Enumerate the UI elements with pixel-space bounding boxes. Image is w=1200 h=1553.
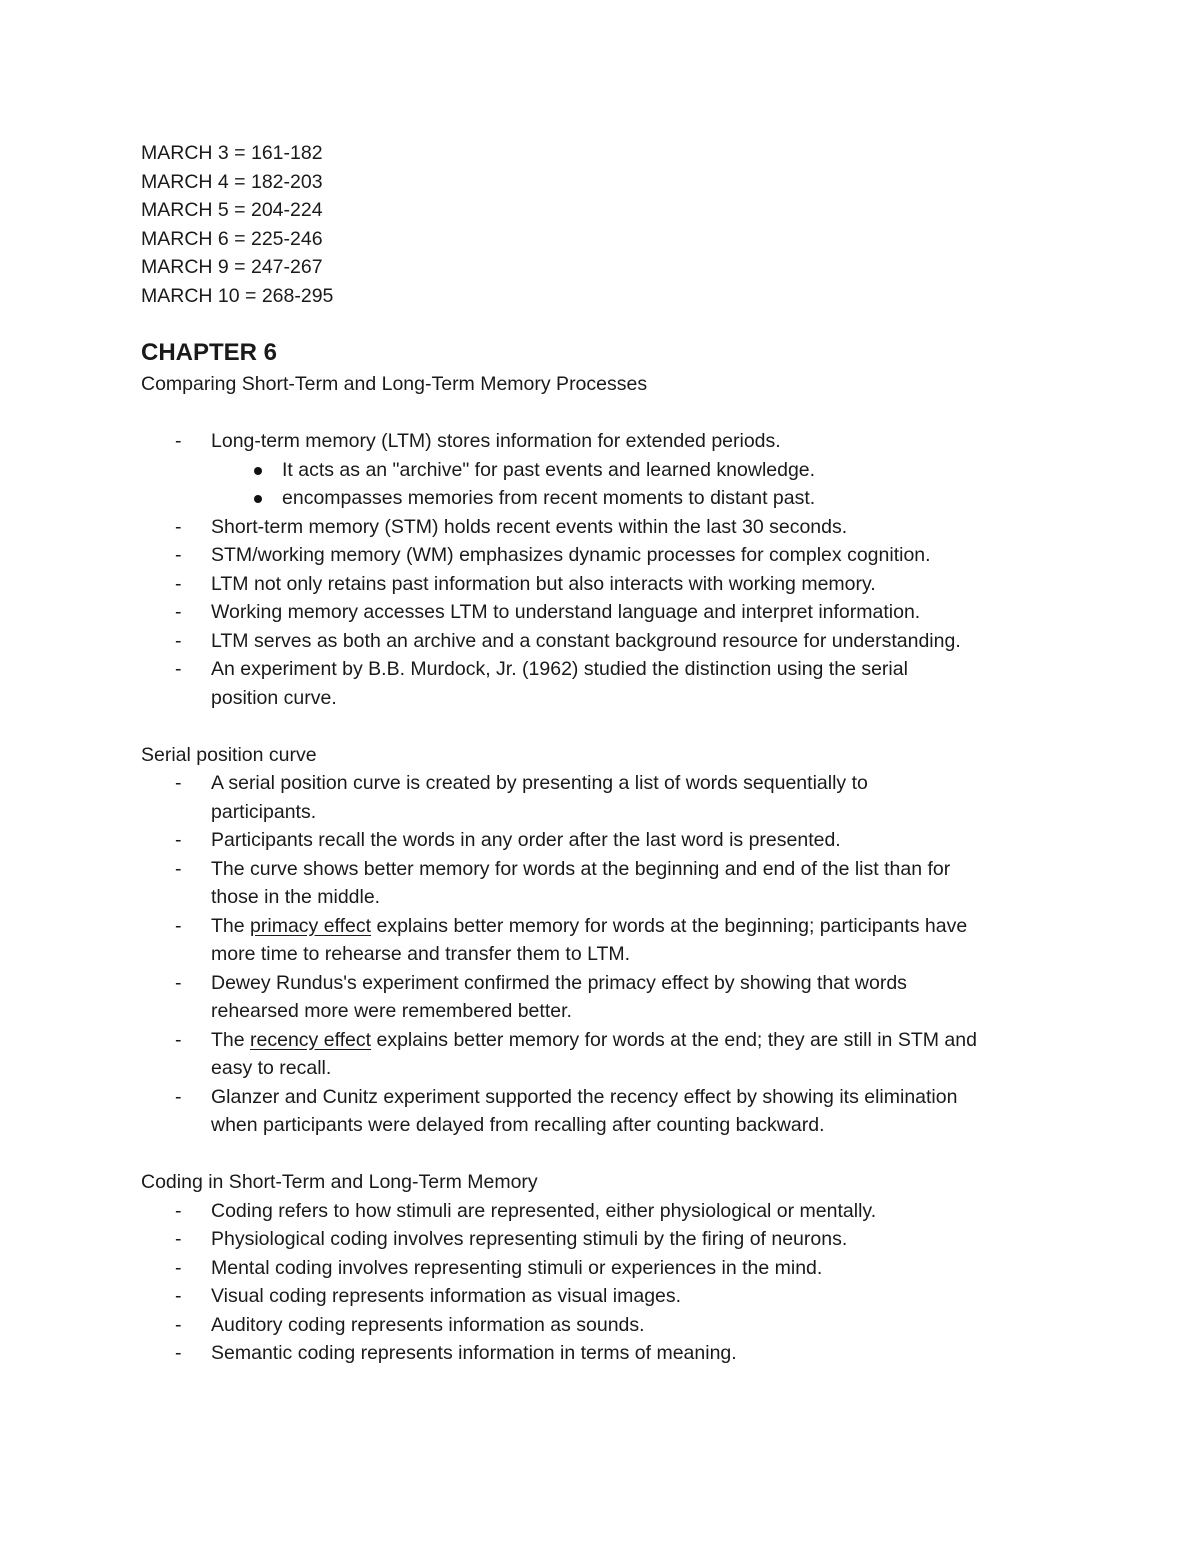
list-item: - Participants recall the words in any order after the last word is presented. (141, 826, 1071, 855)
dash-bullet: - (175, 601, 182, 623)
list-item: - An experiment by B.B. Murdock, Jr. (1962) studied the distinction using the serial position curve. (141, 655, 1071, 712)
list-item: - Glanzer and Cunitz experiment supported the recency effect by showing its elimination when participants were delayed from recalling after counting backward. (141, 1083, 1071, 1140)
dash-bullet: - (175, 1256, 182, 1279)
dash-bullet: - (175, 1085, 182, 1108)
list-item: - The recency effect explains better memory for words at the end; they are still in STM and easy to recall. (141, 1026, 1071, 1083)
dash-bullet: - (175, 430, 182, 452)
schedule-line: MARCH 3 = 161-182 (141, 142, 323, 164)
schedule-line: MARCH 9 = 247-267 (141, 256, 323, 278)
schedule-list (141, 139, 1071, 310)
dash-bullet: - (175, 1285, 182, 1307)
schedule-line: MARCH 5 = 204-224 (141, 199, 323, 221)
sub-list-item: It acts as an "archive" for past events and learned knowledge. (141, 456, 1071, 485)
list-item: - STM/working memory (WM) emphasizes dynamic processes for complex cognition. (141, 541, 1071, 570)
schedule-line: MARCH 6 = 225-246 (141, 227, 323, 250)
list-item: - Short-term memory (STM) holds recent events within the last 30 seconds. (141, 513, 1071, 542)
sub-list-item: encompasses memories from recent moments to distant past. (141, 484, 1071, 513)
dash-bullet: - (175, 857, 182, 880)
dash-bullet: - (175, 829, 182, 851)
list-item: - Long-term memory (LTM) stores information for extended periods. (141, 427, 1071, 456)
bullet-icon (254, 495, 262, 503)
dash-bullet: - (175, 515, 182, 538)
dash-bullet: - (175, 1199, 182, 1222)
dash-bullet: - (175, 1342, 182, 1364)
list-item: - LTM serves as both an archive and a constant background resource for understanding. (141, 627, 1071, 656)
list-item: - Dewey Rundus's experiment confirmed the primacy effect by showing that words rehearsed more were remembered better. (141, 969, 1071, 1026)
list-item: - Auditory coding represents information as sounds. (141, 1311, 1071, 1340)
schedule-line: MARCH 4 = 182-203 (141, 170, 323, 193)
dash-bullet: - (175, 772, 182, 794)
list-item: - Coding refers to how stimuli are represented, either physiological or mentally. (141, 1197, 1071, 1226)
dash-bullet: - (175, 629, 182, 652)
schedule-line: MARCH 10 = 268-295 (141, 284, 334, 307)
dash-bullet: - (175, 971, 182, 994)
section-heading: Comparing Short-Term and Long-Term Memory Processes (141, 373, 648, 395)
dash-bullet: - (175, 914, 182, 937)
list-item: - Visual coding represents information as visual images. (141, 1282, 1071, 1311)
dash-bullet: - (175, 572, 182, 595)
term-primacy-effect: primacy effect (250, 914, 372, 937)
list-item: - Physiological coding involves representing stimuli by the firing of neurons. (141, 1225, 1071, 1254)
list-item: - Semantic coding represents information in terms of meaning. (141, 1339, 1071, 1368)
list-item: - A serial position curve is created by presenting a list of words sequentially to participants. (141, 769, 1071, 826)
chapter-title: CHAPTER 6 (141, 339, 278, 366)
bullet-icon (254, 467, 262, 475)
section-serial-position (141, 741, 1071, 1140)
list-item: - The curve shows better memory for words at the beginning and end of the list than for those in the middle. (141, 855, 1071, 912)
section-heading: Serial position curve (141, 743, 317, 766)
dash-bullet: - (175, 544, 182, 566)
list-item: - The primacy effect explains better memory for words at the beginning; participants have more time to rehearse and transfer them to LTM. (141, 912, 1071, 969)
dash-bullet: - (175, 1028, 182, 1051)
dash-bullet: - (175, 1313, 182, 1336)
section-heading: Coding in Short-Term and Long-Term Memory (141, 1171, 538, 1193)
list-item: - Working memory accesses LTM to understand language and interpret information. (141, 598, 1071, 627)
section-coding (141, 1168, 1071, 1368)
section-ltm-stm (141, 370, 1071, 712)
list-item: - Mental coding involves representing stimuli or experiences in the mind. (141, 1254, 1071, 1283)
dash-bullet: - (175, 1228, 182, 1250)
term-recency-effect: recency effect (250, 1028, 372, 1051)
document-body (141, 139, 1071, 1368)
list-item: - LTM not only retains past information but also interacts with working memory. (141, 570, 1071, 599)
dash-bullet: - (175, 658, 182, 680)
